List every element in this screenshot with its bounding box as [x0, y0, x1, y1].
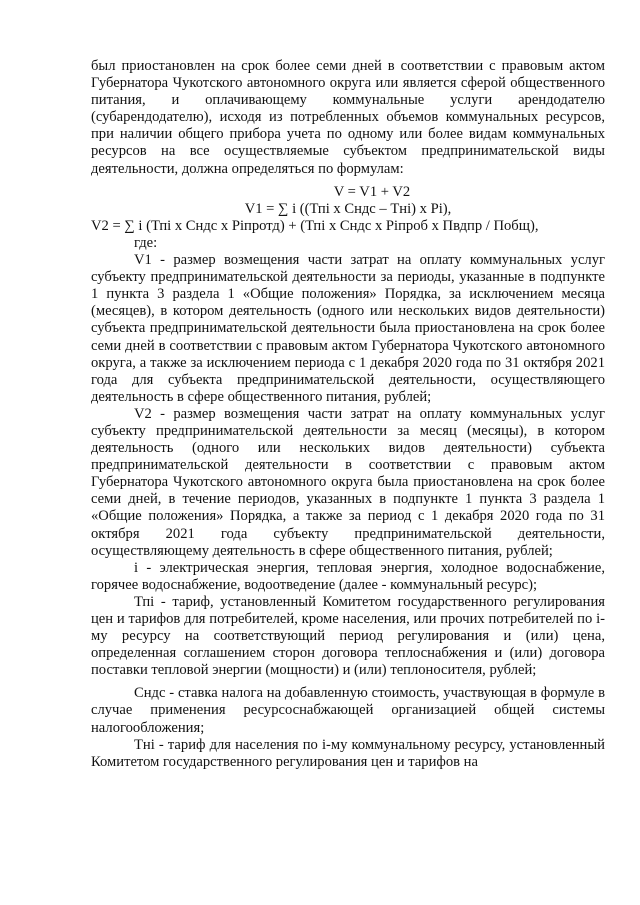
definition-snds: Сндс - ставка налога на добавленную стоимость, участвующая в формуле в случае применения ресурсоснабжающей организацией общей системы налогообложения; — [91, 685, 605, 736]
definition-i: i - электрическая энергия, тепловая энергия, холодное водоснабжение, горячее водоснабжение, водоотведение (далее - коммунальный ресурс); — [91, 559, 605, 593]
formula-v1: V1 = ∑ i ((Тпi х Сндс – Тнi) х Pi), — [244, 200, 452, 217]
definition-tni: Тнi - тариф для населения по i-му коммунальному ресурсу, установленный Комитетом государственного регулирования цен и тарифов на — [91, 736, 605, 770]
formula-v: V = V1 + V2 — [333, 183, 411, 200]
definition-v2: V2 - размер возмещения части затрат на оплату коммунальных услуг субъекту предпринимательской деятельности за месяц (месяцы), в котором деятельность (одного или нескольких видов деятельности) субъекта предпринимательской деятельности в соответствии с правовым актом Губернатора Чукотского автономного округа была приостановлена на срок более семи дней, в течение периодов, указанных в подпункте 1 пункта 3 раздела 1 «Общие положения» Порядка, а также за период с 1 декабря 2020 года по 31 октября 2021 года субъекту предпринимательской деятельности, осуществляющему деятельность в сфере общественного питания, рублей; — [91, 405, 605, 559]
where-label: где: — [134, 234, 158, 251]
definition-v1: V1 - размер возмещения части затрат на оплату коммунальных услуг субъекту предпринимательской деятельности за периоды, указанные в подпункте 1 пункта 3 раздела 1 «Общие положения» Порядка, за исключением месяца (месяцев), в котором деятельность (одного или нескольких видов деятельности) субъекта предпринимательской деятельности была приостановлена на срок более семи дней в соответствии с правовым актом Губернатора Чукотского автономного округа, а также за исключением периода с 1 декабря 2020 года по 31 октября 2021 года для субъекта предпринимательской деятельности, осуществляющего деятельность в сфере общественного питания, рублей; — [91, 252, 605, 405]
formula-v2: V2 = ∑ i (Тпi х Сндс х Piпротд) + (Тпi х Сндс х Piпроб х Пвдпр / Побщ), — [91, 217, 539, 234]
definition-tpi: Тпi - тариф, установленный Комитетом государственного регулирования цен и тарифов для потребителей, кроме населения, или прочих потребителей по i-му ресурсу на соответствующий период регулирования и (или) цена, определенная соглашением сторон договора теплоснабжения и (или) договора поставки тепловой энергии (мощности) и (или) теплоносителя, рублей; — [91, 593, 605, 679]
document-body — [91, 58, 605, 771]
paragraph-intro: был приостановлен на срок более семи дней в соответствии с правовым актом Губернатора Чукотского автономного округа или является сферой общественного питания, и оплачивающему коммунальные услуги арендодателю (субарендодателю), исходя из потребленных объемов коммунальных ресурсов, при наличии общего прибора учета по одному или более видам коммунальных ресурсов на все осуществляемые субъектом предпринимательской виды деятельности, должна определяться по формулам: — [91, 58, 605, 177]
